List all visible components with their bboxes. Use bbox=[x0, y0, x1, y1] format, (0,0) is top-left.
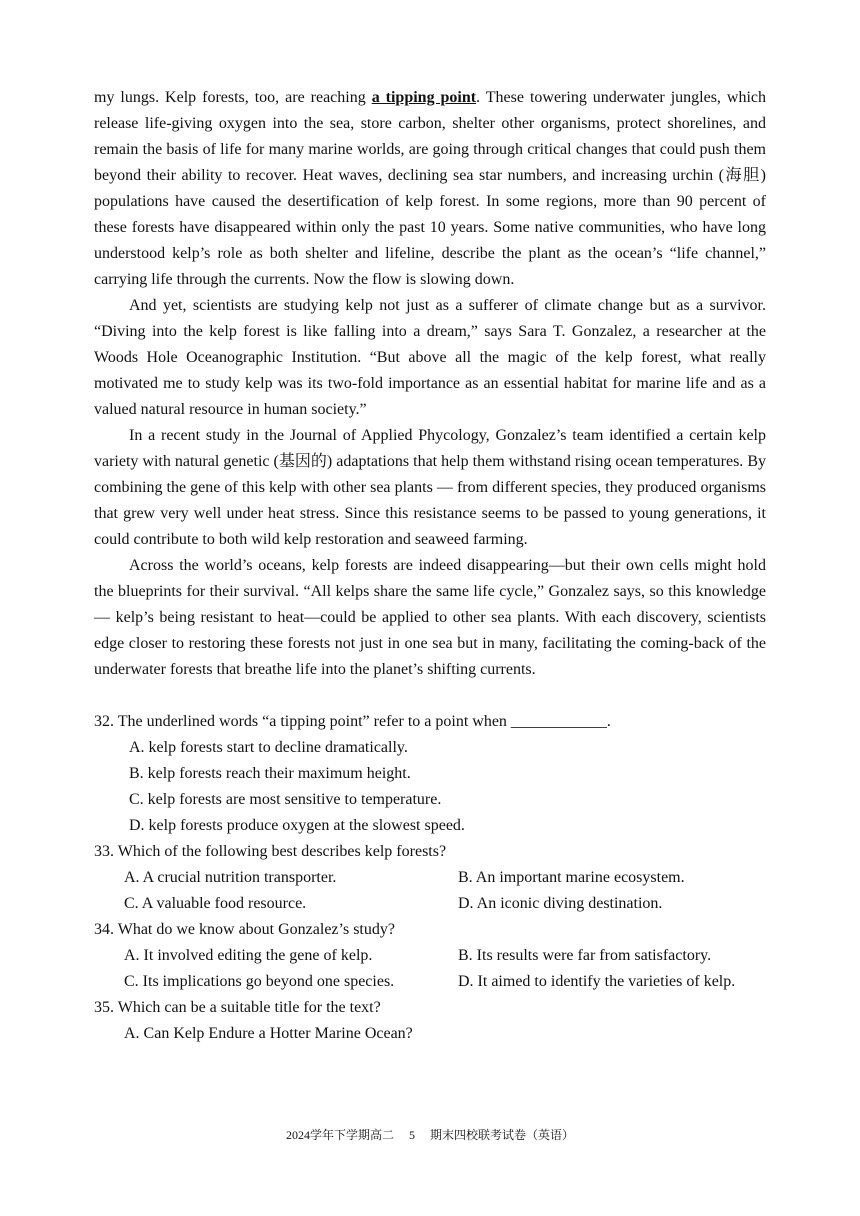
question-32-option-b: B. kelp forests reach their maximum height. bbox=[129, 765, 411, 782]
question-35-option-a: A. Can Kelp Endure a Hotter Marine Ocean? bbox=[124, 1025, 413, 1042]
section-gap bbox=[94, 683, 766, 709]
question-33-option-d: D. An iconic diving destination. bbox=[458, 895, 663, 912]
question-34-stem: 34. What do we know about Gonzalez’s study? bbox=[94, 921, 395, 938]
question-34 bbox=[94, 917, 766, 995]
question-34-option-c: C. Its implications go beyond one species. bbox=[124, 973, 395, 990]
question-35 bbox=[94, 995, 766, 1047]
question-32-option-d: D. kelp forests produce oxygen at the slowest speed. bbox=[129, 817, 465, 834]
question-33-options-row-1 bbox=[124, 865, 766, 891]
passage-paragraph-3: In a recent study in the Journal of Applied Phycology, Gonzalez’s team identified a certain kelp variety with natural genetic (基因的) adaptations that help them withstand rising ocean temperatures. By combining the gene of this kelp with other sea plants — from different species, they produced organisms that grew very well under heat stress. Since this resistance seems to be passed to young generations, it could contribute to both wild kelp restoration and seaweed farming. bbox=[94, 427, 766, 548]
question-32 bbox=[94, 709, 766, 839]
page-content bbox=[94, 85, 766, 1047]
question-32-stem: 32. The underlined words “a tipping point” refer to a point when ____________. bbox=[94, 713, 611, 730]
question-33 bbox=[94, 839, 766, 917]
passage-p1-after: . These towering underwater jungles, which release life-giving oxygen into the sea, store carbon, shelter other organisms, protect shorelines, and remain the basis of life for many marine worlds, are going through critical changes that could push them beyond their ability to recover. Heat waves, declining sea star numbers, and increasing urchin (海胆) populations have caused the desertification of kelp forest. In some regions, more than 90 percent of these forests have disappeared within only the past 10 years. Some native communities, who have long understood kelp’s role as both shelter and lifeline, describe the plant as the ocean’s “life channel,” carrying life through the currents. Now the flow is slowing down. bbox=[94, 89, 767, 288]
page-footer bbox=[0, 1127, 860, 1143]
footer-page-number: 5 bbox=[409, 1128, 415, 1142]
question-34-option-a: A. It involved editing the gene of kelp. bbox=[124, 947, 373, 964]
passage-paragraph-2: And yet, scientists are studying kelp not just as a sufferer of climate change but as a survivor. “Diving into the kelp forest is like falling into a dream,” says Sara T. Gonzalez, a researcher at the Woods Hole Oceanographic Institution. “But above all the magic of the kelp forest, what really motivated me to study kelp was its two-fold importance as an essential habitat for marine life and as a valued natural resource in human society.” bbox=[94, 297, 766, 418]
question-34-option-b: B. Its results were far from satisfactory. bbox=[458, 947, 712, 964]
question-32-option-a: A. kelp forests start to decline dramatically. bbox=[129, 739, 408, 756]
underlined-phrase: a tipping point bbox=[371, 89, 477, 106]
passage-paragraph-4: Across the world’s oceans, kelp forests are indeed disappearing—but their own cells might hold the blueprints for their survival. “All kelps share the same life cycle,” Gonzalez says, so this knowledge — kelp’s being resistant to heat—could be applied to other sea plants. With each discovery, scientists edge closer to restoring these forests not just in one sea but in many, facilitating the coming-back of the underwater forests that breathe life into the planet’s shifting currents. bbox=[94, 557, 766, 678]
question-33-stem: 33. Which of the following best describes kelp forests? bbox=[94, 843, 447, 860]
question-35-options-row-1 bbox=[124, 1021, 766, 1047]
question-34-option-d: D. It aimed to identify the varieties of kelp. bbox=[458, 973, 736, 990]
footer-exam-name: 期末四校联考试卷（英语） bbox=[430, 1128, 575, 1142]
passage-paragraph-1 bbox=[94, 85, 766, 293]
question-34-options-row-2 bbox=[124, 969, 766, 995]
question-35-stem: 35. Which can be a suitable title for the text? bbox=[94, 999, 381, 1016]
passage-p1-before: my lungs. Kelp forests, too, are reaching bbox=[94, 89, 372, 106]
footer-term: 2024学年下学期高二 bbox=[285, 1128, 394, 1142]
question-33-option-b: B. An important marine ecosystem. bbox=[458, 869, 685, 886]
question-33-options-row-2 bbox=[124, 891, 766, 917]
question-33-option-a: A. A crucial nutrition transporter. bbox=[124, 869, 337, 886]
question-33-option-c: C. A valuable food resource. bbox=[124, 895, 307, 912]
question-34-options-row-1 bbox=[124, 943, 766, 969]
question-32-option-c: C. kelp forests are most sensitive to temperature. bbox=[129, 791, 442, 808]
